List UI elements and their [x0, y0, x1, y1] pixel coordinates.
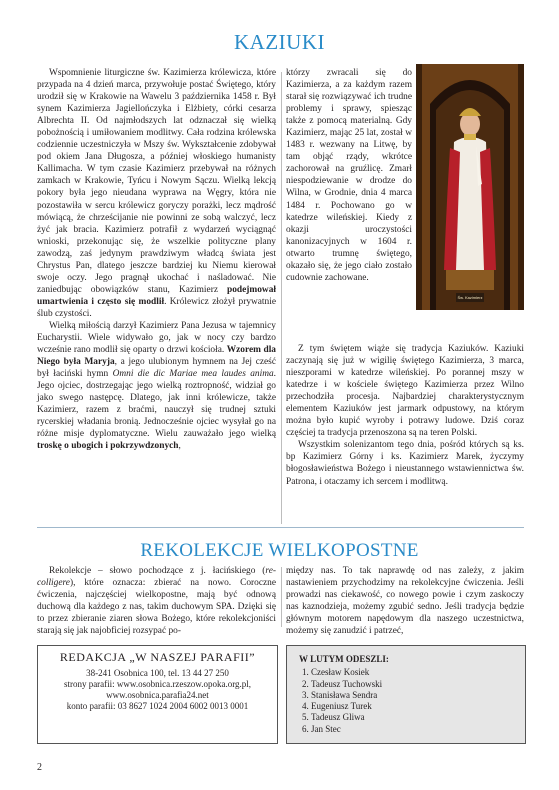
paragraph — [37, 67, 276, 320]
page-number: 2 — [37, 762, 42, 773]
paragraph: między nas. To tak naprawdę od nas zależy, z jakim nastawieniem przychodzimy na rekolekcyjne ćwiczenia. Jeśli prowadzi nas ciekawość, co nowego powie i czym zaskoczy nas kaznodzieja, możemy zgubić sedno. Jeśli tradycja będzie głównym motorem napędowym dla naszego uczestnictwa, możemy się zanudzić i patrzeć, — [286, 566, 524, 637]
article-title-rekolekcje: REKOLEKCJE WIELKOPOSTNE — [140, 540, 419, 561]
paragraph: Z tym świętem wiąże się tradycja Kaziuków. Kaziuki zaczynają się już w wigilię świętego Kazimierza, 3 marca, nieszporami w katedrze wileńskiej. Po porannej mszy w katedrze i w kościele świętego Kazimierza przez Wilno przechodziła procesja. Najbardziej charakterystycznym elementem Kaziuków jest jarmark odpustowy, na którym można było kupić wyroby i potrawy ludowe. Dziś coraz częściej ta tradycja przenoszona są na teren Polski. — [286, 344, 524, 439]
article-title-kaziuki: KAZIUKI — [234, 30, 325, 54]
text-run: Wspomnienie liturgiczne św. Kazimierza królewicza, które przypada na 4 dzień marca, przywołuje postać Świętego, który urodził się w Krakowie na Wawelu 3 października 1458 r. Był synem Kazimierza Jagiellończyka i Elżbiety, córki cesarza Albrechta II. Od najmłodszych lat odznaczał się wielką pobożnością i umiłowaniem modlitwy. Cała rodzina królewska codziennie uczestniczyła w Mszy św. Wykształcenie zdobywał pod okiem Jana Długosza, a później włoskiego humanisty Kallimacha. W tym czasie Kazimierz przebywał na różnych zamkach w Krakowie, Tyńcu i Nowym Sączu. Wielką lekcją pokory była jego nieudana wyprawa na Węgry, która nie pozostawiła w sercu królewicz goryczy porażki, lecz mądrość mówiącą, że chrześcijanie nie powinni ze sobą walczyć, lecz żyć jak bracia. Kazimierz potrafił z wydarzeń wyciągnąć wnioski, przekonując się, że wszelkie polityczne plany zawodzą, zaś jedynym prawdziwym władcą świata jest Chrystus Pan, dlatego jeszcze bardziej ku Niemu kierował swoje oczy. Jego pragnął ukochać i naśladować. Nie zaniedbując obowiązków stanu, Kazimierz — [37, 68, 276, 295]
editorial-website-2: www.osobnica.parafia24.net — [106, 690, 209, 700]
editorial-website-1: strony parafii: www.osobnica.rzeszow.opoka.org.pl, — [63, 679, 252, 689]
list-item: 6. Jan Stec — [311, 724, 525, 735]
text-run: Wielką miłością darzył Kazimierz Pana Jezusa w tajemnicy Eucharystii. Wiele widywało go, jak w nocy czy bardzo wcześnie rano modlił się oparty o drzwi kościoła. — [37, 320, 276, 356]
list-item: 4. Eugeniusz Turek — [311, 701, 525, 712]
article-rekolekcje-column-2 — [286, 565, 524, 637]
editorial-title: REDAKCJA „W NASZEJ PARAFII” — [59, 650, 256, 664]
photo-caption: Św. Kazimierz — [457, 295, 483, 300]
bold-text: Wzorem dla Niego była Maryja — [37, 345, 276, 368]
obituary-list — [287, 667, 525, 735]
article-rekolekcje-column-1 — [37, 565, 276, 637]
text-run: . Królewicz złożył prywatnie ślub czystości. — [37, 296, 276, 319]
article-kaziuki-column-1 — [37, 67, 276, 453]
obituary-title: W LUTYM ODESZLI: — [299, 654, 389, 664]
article-kaziuki-column-2 — [286, 67, 412, 284]
list-item: 5. Tadeusz Gliwa — [311, 712, 525, 723]
italic-text: Omni die dic Mariae mea laudes anima — [112, 369, 274, 380]
text-run: . Jego ojciec, dostrzegając jego wielką roztropność, widział go jako swego następcę. Dlatego, jak inni królewicze, także Kazimierz, razem z braćmi, nauczył się trudnej sztuki rycerskiej władania bronią. Jednocześnie ojciec wysyłał go na różne misje dyplomatyczne. Wielu zauważało jego wielką — [37, 369, 276, 440]
editorial-address: 38-241 Osobnica 100, tel. 13 44 27 250 — [86, 668, 229, 678]
paragraph — [37, 320, 276, 453]
paragraph — [37, 565, 276, 637]
paragraph: Wszystkim solenizantom tego dnia, pośród których są ks. bp Kazimierz Górny i ks. Kazimierz Marek, życzymy błogosławieństwa Bożego i nieustannego wstawiennictwa św. Patrona, i otaczamy ich sercem i modlitwą. — [286, 440, 524, 487]
bold-text: troskę o ubogich i pokrzywdzonych — [37, 441, 179, 452]
text-run: ), które oznacza: zbierać na nowo. Coroczne ćwiczenia, najczęściej wielkopostne, mają być odnową duchową dla każdego z nas, takim duchowym SPA. Dzięki się to przez zbieranie ziaren słowa Bożego, które rekolekcjoniści starają się jak najobficiej rozsypać po- — [37, 578, 276, 637]
editorial-box — [37, 645, 278, 744]
list-item: 2. Tadeusz Tuchowski — [311, 679, 525, 690]
editorial-account: konto parafii: 03 8627 1024 2004 6002 0013 0001 — [66, 701, 249, 711]
list-item: 1. Czesław Kosiek — [311, 667, 525, 678]
text-run: , — [178, 441, 181, 452]
column-divider — [281, 567, 282, 627]
obituary-box — [286, 645, 526, 744]
italic-text: re-colligere — [37, 566, 276, 589]
statue-illustration — [416, 64, 524, 310]
section-separator — [37, 527, 524, 528]
text-run: Rekolekcje – słowo pochodzące z j. łacińskiego ( — [49, 566, 266, 576]
paragraph: którzy zwracali się do Kazimierza, a za każdym razem starał się rozwiązywać ich trudne problemy i sprawy, spiesząc także z pomocą materialną. Gdy Kazimierz, mając 25 lat, został w 1483 r. wezwany na Litwę, by tam objąć rządy, wkrótce zachorował na gruźlicę. Zmarł niespodziewanie w drodze do Wilna, w Grodnie, dnia 4 marca 1484 r. Pochowano go w katedrze wileńskiej. Kiedy z okazji uroczystości kanonizacyjnych w 1604 r. otwarto trumnę świętego, okazało się, że jego ciało zostało cudownie zachowane. — [286, 68, 412, 283]
text-run: , a jego ulubionym hymnem na Jej cześć był łaciński hymn — [37, 357, 276, 380]
saint-casimir-statue-photo — [416, 64, 524, 310]
bold-text: podejmował umartwienia i często się modlił — [37, 284, 276, 307]
article-kaziuki-column-2-continued — [286, 343, 524, 488]
column-divider — [281, 72, 282, 524]
list-item: 3. Stanisława Sendra — [311, 690, 525, 701]
